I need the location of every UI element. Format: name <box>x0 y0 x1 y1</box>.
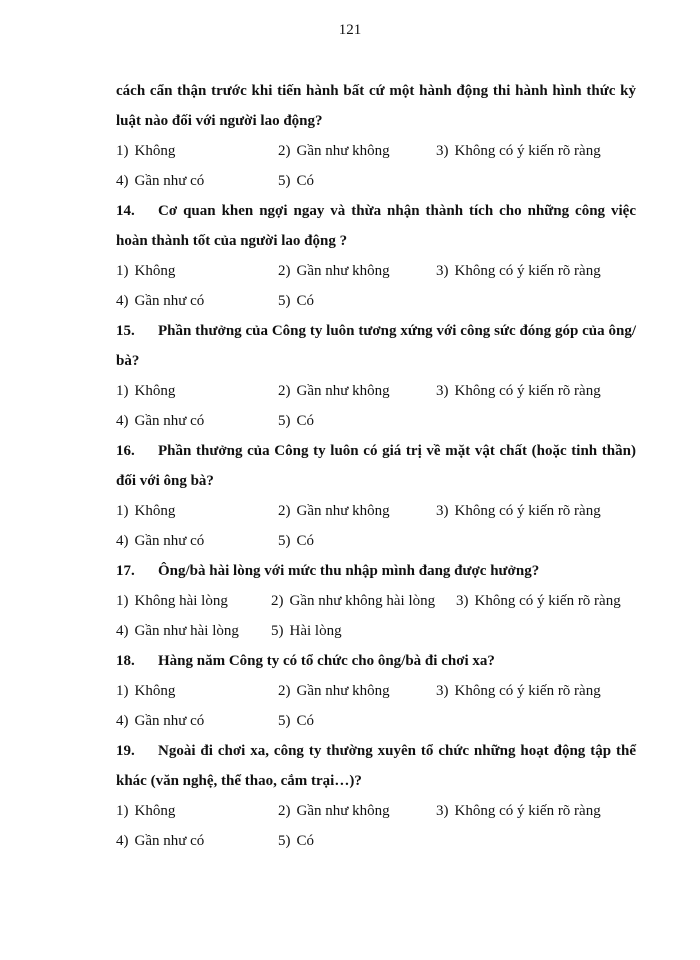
options-row-2 <box>116 166 636 196</box>
option-2[interactable]: 2) Gần như không <box>278 383 390 399</box>
options-row-2 <box>116 706 636 736</box>
option-2[interactable]: 2) Gần như không <box>278 263 390 279</box>
option-1[interactable]: 1) Không <box>116 683 176 699</box>
question-text: 17. Ông/bà hài lòng với mức thu nhập mình đang được hưởng? <box>116 556 636 586</box>
option-3[interactable]: 3) Không có ý kiến rõ ràng <box>436 263 601 279</box>
option-5[interactable]: 5) Có <box>278 413 315 429</box>
question-text: cách cẩn thận trước khi tiến hành bất cứ một hành động thi hành hình thức kỷ luật nào đối với người lao động? <box>116 83 636 129</box>
options-row-1 <box>116 136 636 166</box>
option-1[interactable]: 1) Không <box>116 263 176 279</box>
options-row-1 <box>116 256 636 286</box>
question-text: 15. Phần thưởng của Công ty luôn tương xứng với công sức đóng góp của ông/ bà? <box>116 316 636 376</box>
question-17 <box>116 556 636 646</box>
question-16 <box>116 436 636 556</box>
option-5[interactable]: 5) Có <box>278 173 315 189</box>
question-14 <box>116 196 636 316</box>
option-5[interactable]: 5) Có <box>278 293 315 309</box>
option-4[interactable]: 4) Gần như có <box>116 293 205 309</box>
option-5[interactable]: 5) Có <box>278 533 315 549</box>
option-3[interactable]: 3) Không có ý kiến rõ ràng <box>456 593 621 609</box>
question-number: 17. <box>116 563 135 579</box>
option-2[interactable]: 2) Gần như không <box>278 503 390 519</box>
option-1[interactable]: 1) Không <box>116 383 176 399</box>
option-4[interactable]: 4) Gần như có <box>116 533 205 549</box>
option-3[interactable]: 3) Không có ý kiến rõ ràng <box>436 143 601 159</box>
option-2[interactable]: 2) Gần như không hài lòng <box>271 593 436 609</box>
option-3[interactable]: 3) Không có ý kiến rõ ràng <box>436 803 601 819</box>
option-3[interactable]: 3) Không có ý kiến rõ ràng <box>436 503 601 519</box>
question-number: 15. <box>116 323 135 339</box>
question-text: 18. Hàng năm Công ty có tổ chức cho ông/bà đi chơi xa? <box>116 646 636 676</box>
options-row-1 <box>116 676 636 706</box>
options-row-1 <box>116 586 636 616</box>
option-4[interactable]: 4) Gần như có <box>116 713 205 729</box>
page-number: 121 <box>338 22 362 38</box>
options-row-1 <box>116 796 636 826</box>
question-text: 16. Phần thưởng của Công ty luôn có giá trị về mặt vật chất (hoặc tinh thần) đối với ông bà? <box>116 436 636 496</box>
question-19 <box>116 736 636 856</box>
question-13-continued <box>116 76 636 196</box>
option-1[interactable]: 1) Không <box>116 143 176 159</box>
option-4[interactable]: 4) Gần như có <box>116 173 205 189</box>
question-18 <box>116 646 636 736</box>
option-5[interactable]: 5) Hài lòng <box>271 623 342 639</box>
options-row-1 <box>116 496 636 526</box>
options-row-2 <box>116 526 636 556</box>
option-4[interactable]: 4) Gần như có <box>116 413 205 429</box>
options-row-2 <box>116 616 636 646</box>
option-3[interactable]: 3) Không có ý kiến rõ ràng <box>436 383 601 399</box>
options-row-2 <box>116 286 636 316</box>
option-1[interactable]: 1) Không hài lòng <box>116 593 228 609</box>
option-4[interactable]: 4) Gần như có <box>116 833 205 849</box>
question-15 <box>116 316 636 436</box>
options-row-1 <box>116 376 636 406</box>
options-row-2 <box>116 826 636 856</box>
question-number: 16. <box>116 443 135 459</box>
question-text: 14. Cơ quan khen ngợi ngay và thừa nhận thành tích cho những công việc hoàn thành tốt của người lao động ? <box>116 196 636 256</box>
option-1[interactable]: 1) Không <box>116 803 176 819</box>
option-5[interactable]: 5) Có <box>278 833 315 849</box>
option-2[interactable]: 2) Gần như không <box>278 143 390 159</box>
questionnaire <box>116 76 636 856</box>
question-number: 19. <box>116 743 135 759</box>
options-row-2 <box>116 406 636 436</box>
option-2[interactable]: 2) Gần như không <box>278 683 390 699</box>
option-1[interactable]: 1) Không <box>116 503 176 519</box>
question-number: 18. <box>116 653 135 669</box>
question-text: 19. Ngoài đi chơi xa, công ty thường xuyên tổ chức những hoạt động tập thể khác (văn nghệ, thể thao, cắm trại…)? <box>116 736 636 796</box>
question-number: 14. <box>116 203 135 219</box>
option-3[interactable]: 3) Không có ý kiến rõ ràng <box>436 683 601 699</box>
option-2[interactable]: 2) Gần như không <box>278 803 390 819</box>
option-4[interactable]: 4) Gần như hài lòng <box>116 623 239 639</box>
option-5[interactable]: 5) Có <box>278 713 315 729</box>
